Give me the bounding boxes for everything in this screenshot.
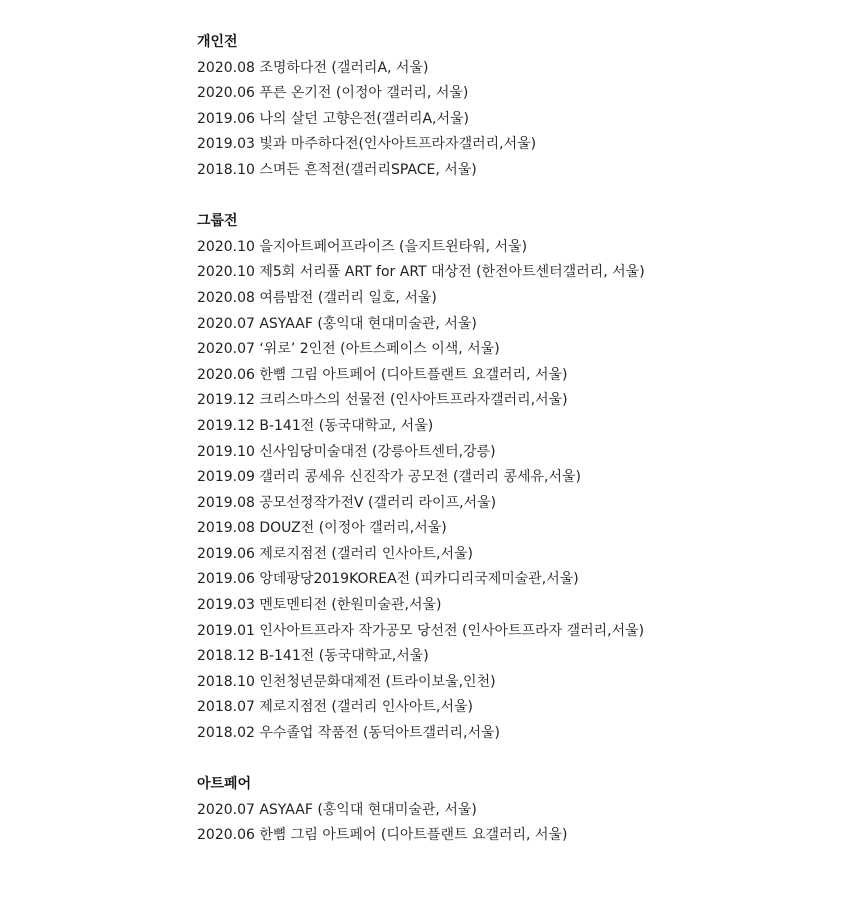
exhibition-entry: 2019.03 빛과 마주하다전(인사아트프라자갤러리,서울) (197, 136, 537, 153)
exhibition-entry: 2020.08 여름밤전 (갤러리 일호, 서울) (197, 289, 437, 306)
exhibition-entry: 2019.08 DOUZ전 (이정아 갤러리,서울) (197, 520, 447, 537)
section-title: 그룹전 (197, 213, 238, 230)
exhibition-history (197, 30, 817, 849)
exhibition-entry: 2020.10 을지아트페어프라이즈 (을지트윈타워, 서울) (197, 238, 528, 255)
section-title: 개인전 (197, 34, 238, 50)
exhibition-entry: 2020.07 ASYAAF (홍익대 현대미술관, 서울) (197, 801, 477, 818)
exhibition-entry: 2018.02 우수졸업 작품전 (동덕아트갤러리,서울) (197, 725, 501, 742)
exhibition-entry: 2019.12 크리스마스의 선물전 (인사아트프라자갤러리,서울) (197, 392, 568, 409)
exhibition-entry: 2020.06 푸른 온기전 (이정아 갤러리, 서울) (197, 85, 469, 102)
section-group-exhibitions (197, 209, 817, 746)
exhibition-entry: 2020.06 한뼘 그림 아트페어 (디아트플랜트 요갤러리, 서울) (197, 827, 568, 844)
exhibition-entry: 2019.12 B-141전 (동국대학교, 서울) (197, 417, 434, 434)
exhibition-entry: 2019.09 갤러리 콩세유 신진작가 공모전 (갤러리 콩세유,서울) (197, 469, 581, 486)
exhibition-entry: 2020.07 ASYAAF (홍익대 현대미술관, 서울) (197, 315, 477, 332)
exhibition-entry: 2019.08 공모선정작가전V (갤러리 라이프,서울) (197, 494, 497, 511)
section-title: 아트페어 (197, 776, 252, 793)
section-solo-exhibitions (197, 30, 817, 184)
section-art-fairs (197, 772, 817, 849)
exhibition-entry: 2018.12 B-141전 (동국대학교,서울) (197, 648, 429, 665)
exhibition-entry: 2020.10 제5회 서리풀 ART for ART 대상전 (한전아트센터갤러리, 서울) (197, 264, 645, 281)
exhibition-entry: 2020.08 조명하다전 (갤러리A, 서울) (197, 59, 429, 76)
exhibition-entry: 2018.10 인천청년문화대제전 (트라이보울,인천) (197, 673, 496, 690)
exhibition-entry: 2019.03 멘토멘티전 (한원미술관,서울) (197, 597, 442, 614)
exhibition-entry: 2019.06 앙데팡당2019KOREA전 (피카디리국제미술관,서울) (197, 571, 579, 588)
exhibition-entry: 2020.06 한뼘 그림 아트페어 (디아트플랜트 요갤러리, 서울) (197, 366, 568, 383)
exhibition-entry: 2018.10 스며든 흔적전(갤러리SPACE, 서울) (197, 161, 477, 178)
exhibition-entry: 2019.01 인사아트프라자 작가공모 당선전 (인사아트프라자 갤러리,서울) (197, 622, 645, 639)
exhibition-entry: 2020.07 ‘위로’ 2인전 (아트스페이스 이색, 서울) (197, 341, 500, 358)
exhibition-entry: 2019.06 나의 살던 고향은전(갤러리A,서울) (197, 110, 470, 127)
exhibition-entry: 2018.07 제로지점전 (갤러리 인사아트,서울) (197, 699, 473, 716)
exhibition-entry: 2019.06 제로지점전 (갤러리 인사아트,서울) (197, 545, 473, 562)
exhibition-entry: 2019.10 신사임당미술대전 (강릉아트센터,강릉) (197, 443, 496, 460)
